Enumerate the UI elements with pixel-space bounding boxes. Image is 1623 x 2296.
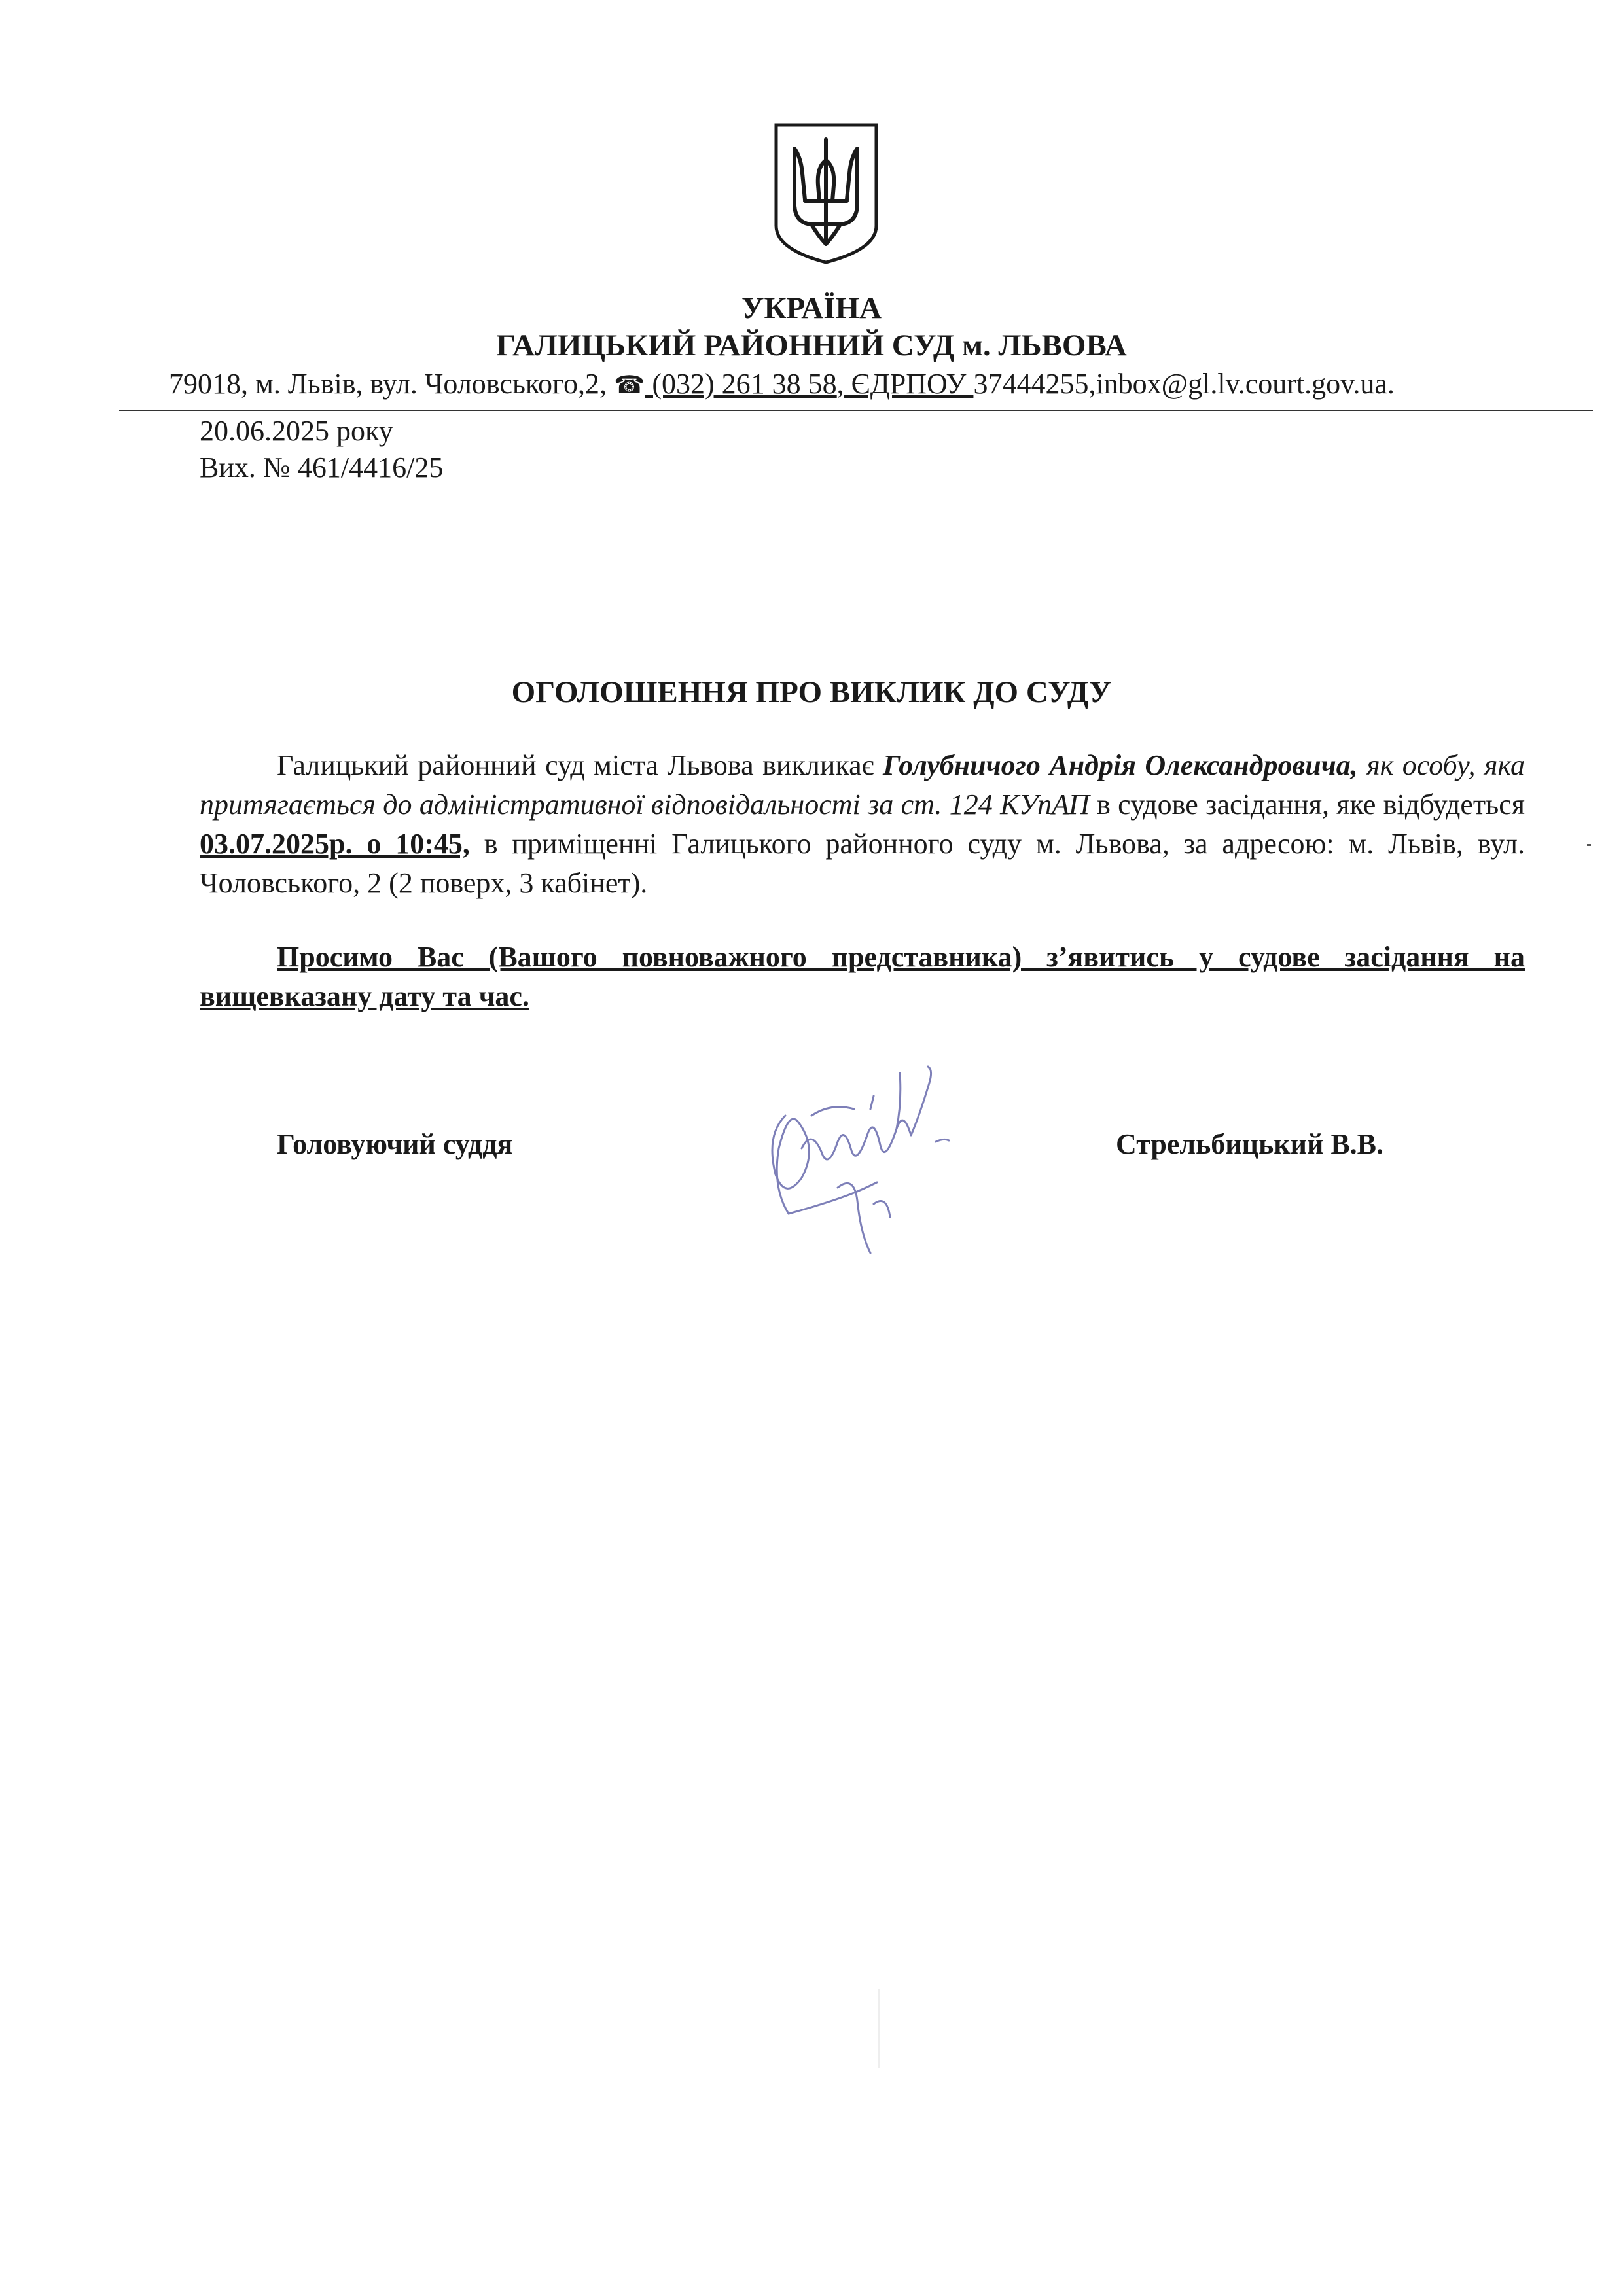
edrpou-and-email: 37444255,inbox@gl.lv.court.gov.ua. [973, 368, 1395, 400]
handwritten-signature [740, 1037, 975, 1273]
hearing-datetime: 03.07.2025р. о 10:45, [200, 828, 470, 860]
court-name-heading: ГАЛИЦЬКИЙ РАЙОННИЙ СУД м. ЛЬВОВА [496, 328, 1127, 362]
telephone-icon: ☎ [614, 370, 645, 399]
header-divider [119, 410, 1593, 411]
court-address: 79018, м. Львів, вул. Чоловського,2, [169, 368, 615, 400]
outgoing-number: Вих. № 461/4416/25 [200, 451, 444, 484]
scan-fold-mark [878, 1989, 880, 2068]
contacts-separator: , [836, 368, 844, 400]
scan-speck [1587, 844, 1591, 846]
edrpou-label: ЄДРПОУ [844, 368, 974, 400]
summons-hearing-text: в судове засідання, яке відбудеться [1089, 788, 1525, 821]
summoned-person-name: Голубничого Андрія Олександровича, [882, 749, 1358, 781]
court-contacts-line [169, 370, 1395, 398]
court-phone: (032) 261 38 58 [645, 368, 837, 400]
appearance-request-paragraph: Просимо Вас (Вашого повноважного представника) з’явитись у судове засідання на вищевказану дату та час. [200, 941, 1525, 1012]
trident-coat-of-arms-icon [772, 121, 880, 266]
summons-location: в приміщенні Галицького районного суду м. Львова, за адресою: м. Львів, вул. Чоловського, 2 (2 поверх, 3 кабінет). [200, 828, 1525, 899]
summons-legal-basis: як особу, яка притягається до адміністративної відповідальності за ст. 124 КУпАП [200, 749, 1525, 821]
summons-intro: Галицький районний суд міста Львова викликає [277, 749, 883, 781]
judge-name: Стрельбицький В.В. [1116, 1128, 1384, 1160]
country-heading: УКРАЇНА [741, 291, 882, 325]
document-date: 20.06.2025 року [200, 415, 393, 447]
document-title: ОГОЛОШЕННЯ ПРО ВИКЛИК ДО СУДУ [511, 675, 1112, 709]
presiding-judge-label: Головуючий суддя [277, 1128, 513, 1160]
summons-paragraph [200, 746, 1525, 903]
